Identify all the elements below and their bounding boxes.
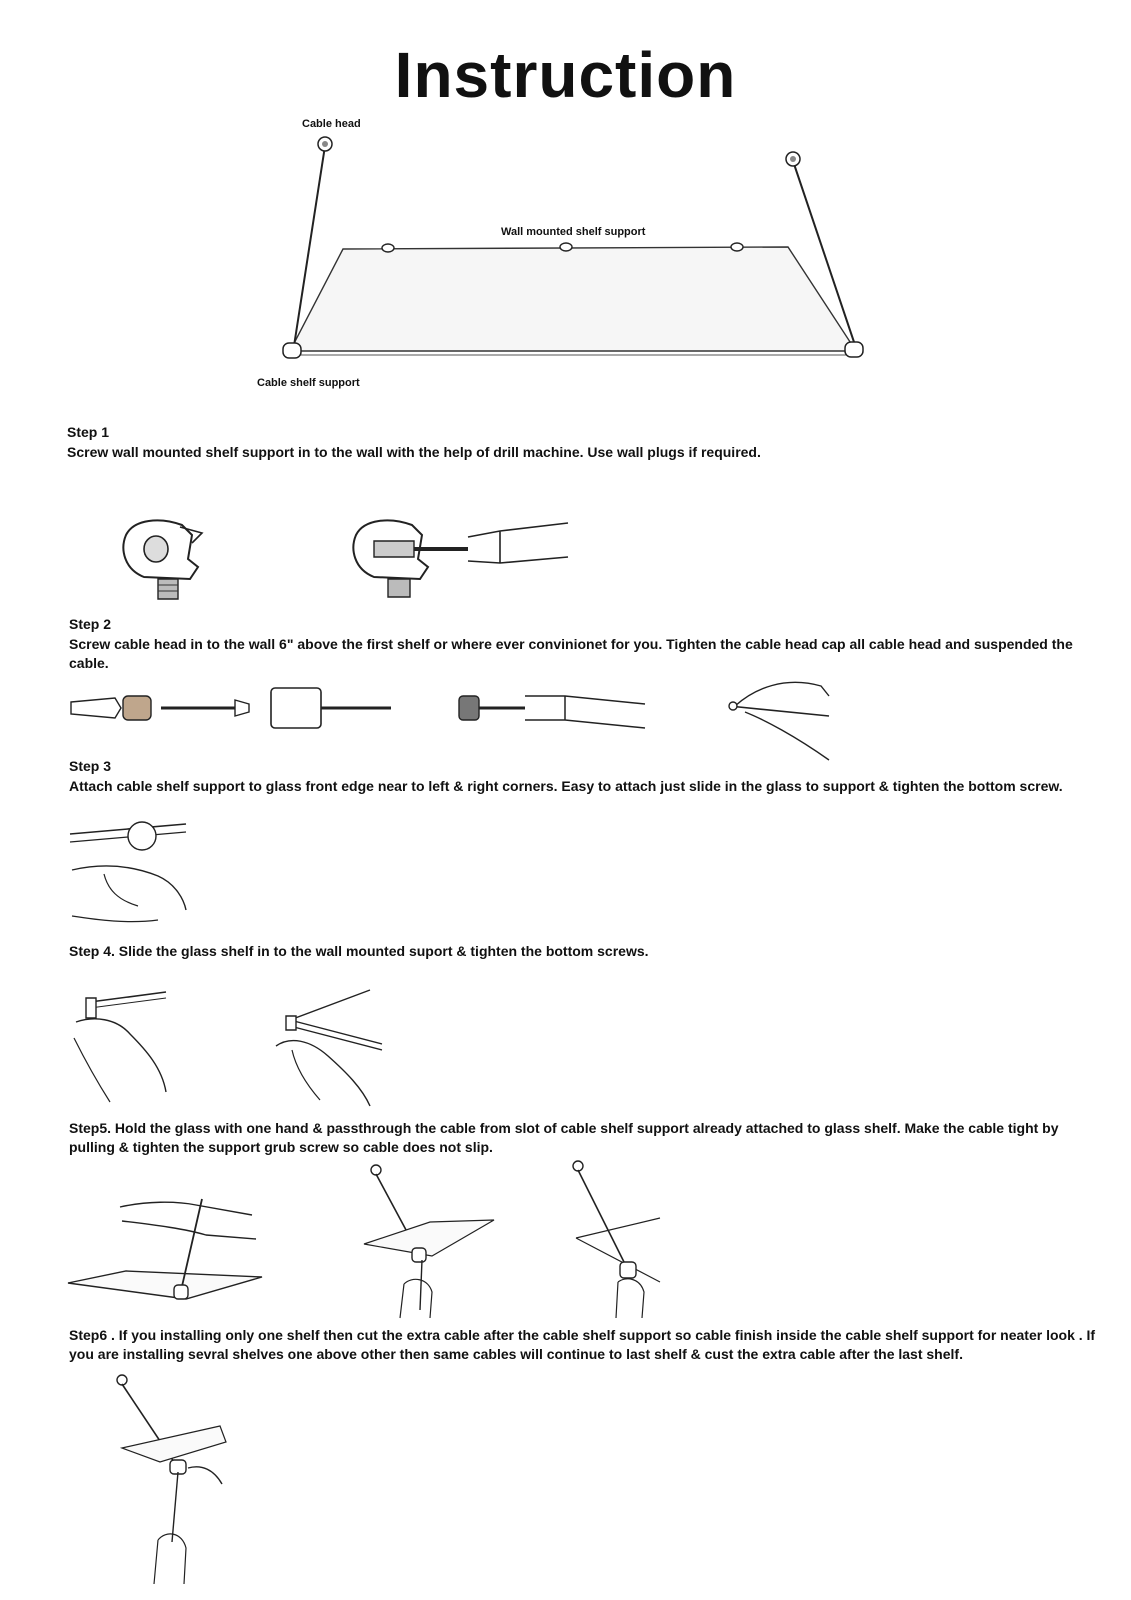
step-2-text: Screw cable head in to the wall 6" above the first shelf or where ever convinionet for you. Tighten the cable head cap all cable head and suspended the cable. xyxy=(69,636,1073,671)
cable-head-icon xyxy=(786,152,800,166)
cable-head-tightening-illustration xyxy=(455,688,650,734)
pass-cable-illustration-1 xyxy=(66,1195,266,1305)
wall-support-label: Wall mounted shelf support xyxy=(501,226,646,238)
step-3-heading: Step 3 xyxy=(69,758,112,774)
step-1-text: Screw wall mounted shelf support in to the wall with the help of drill machine. Use wall plugs if required. xyxy=(67,444,761,460)
cable-head-icon xyxy=(318,137,332,151)
attach-support-illustration xyxy=(68,820,188,930)
page-title: Instruction xyxy=(394,39,737,111)
cable-shelf-support-icon xyxy=(845,342,863,357)
step-6-text: Step6 . If you installing only one shelf then cut the extra cable after the cable shelf support so cable finish inside the cable shelf support for neater look . If you are installing sevral shelves one above other then same cables will continue to last shelf & cust the extra cable after the last shelf. xyxy=(69,1327,1096,1362)
pass-cable-illustration-3 xyxy=(570,1158,665,1320)
shelf-overview-diagram xyxy=(0,0,1131,400)
glass-shelf xyxy=(290,247,856,351)
slide-glass-illustration-2 xyxy=(270,988,385,1108)
bracket-illustration xyxy=(120,515,215,605)
cable-shelf-support-icon xyxy=(283,343,301,358)
hand-cable-illustration xyxy=(725,676,835,766)
pass-cable-illustration-2 xyxy=(360,1160,500,1320)
cable-head-parts-illustration xyxy=(65,684,395,732)
bracket-screwdriver-illustration xyxy=(350,515,570,605)
step-5-text: Step5. Hold the glass with one hand & passthrough the cable from slot of cable shelf support already attached to glass shelf. Make the cable tight by pulling & tighten the support grub screw so cable does not slip. xyxy=(69,1120,1059,1155)
step-2-heading: Step 2 xyxy=(69,616,112,632)
slide-glass-illustration-1 xyxy=(70,988,170,1108)
wall-support-icon xyxy=(382,244,394,252)
step-3-text: Attach cable shelf support to glass front edge near to left & right corners. Easy to attach just slide in the glass to support & tighten the bottom screw. xyxy=(69,778,1063,794)
cut-cable-illustration xyxy=(110,1372,230,1587)
cable-head-label: Cable head xyxy=(302,118,361,130)
wall-support-icon xyxy=(560,243,572,251)
step-1-heading: Step 1 xyxy=(67,424,110,440)
wall-support-icon xyxy=(731,243,743,251)
cable-support-label: Cable shelf support xyxy=(257,377,360,389)
step-4-text: Step 4. Slide the glass shelf in to the wall mounted suport & tighten the bottom screws. xyxy=(69,943,649,959)
